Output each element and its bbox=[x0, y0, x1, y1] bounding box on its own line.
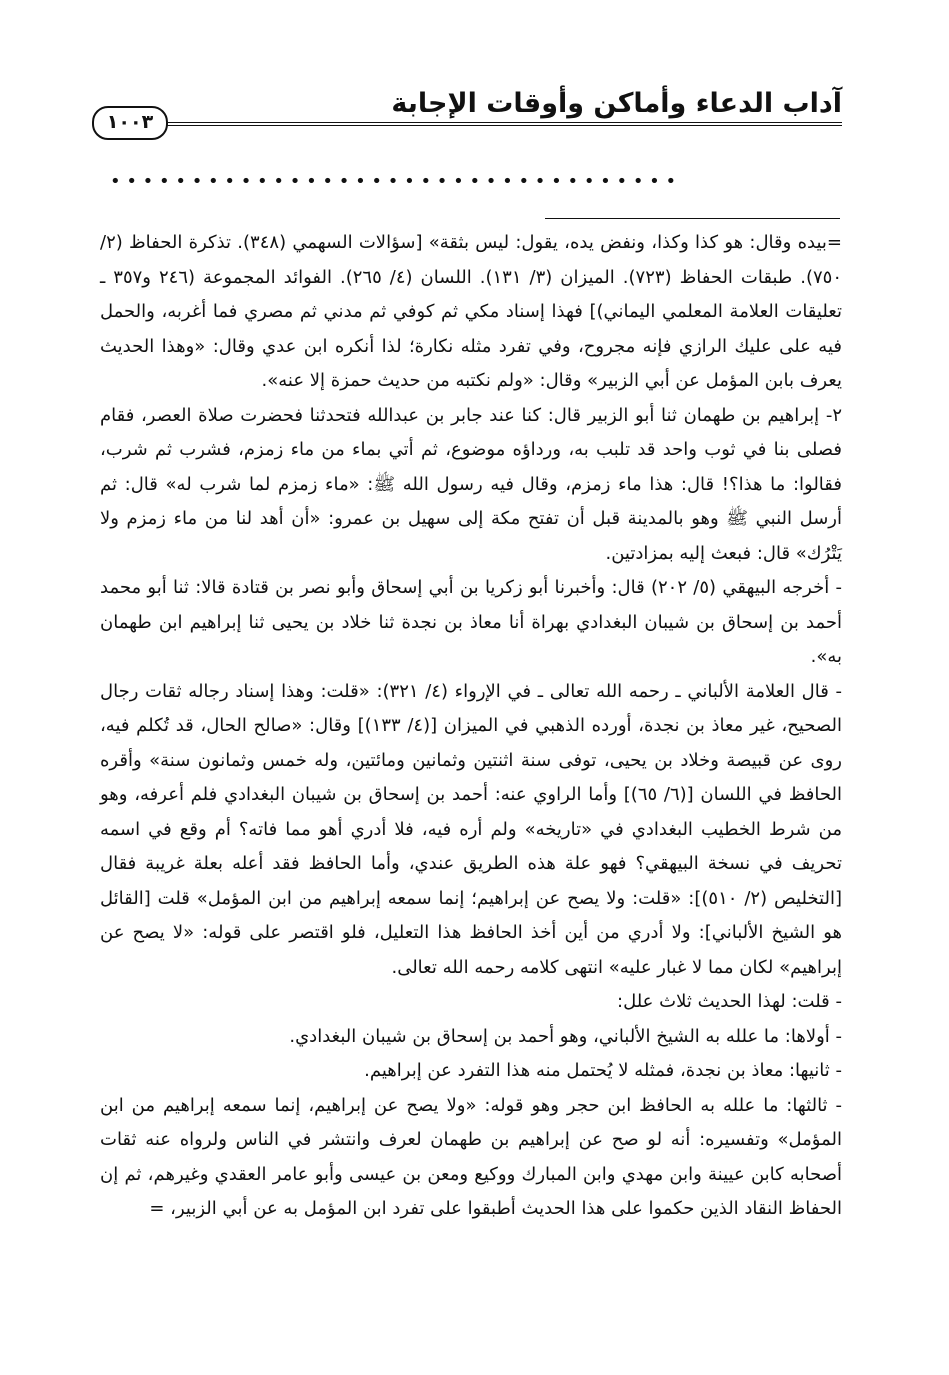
footnote-body bbox=[100, 226, 842, 1227]
running-header bbox=[92, 88, 842, 133]
page-number: ١٠٠٣ bbox=[92, 106, 168, 140]
dot-separator: • • • • • • • • • • • • • • • • • • • • • • • • • • • • • • • • • • • bbox=[110, 172, 677, 192]
paragraph: =بيده وقال: هو كذا وكذا، ونفض يده، يقول: ليس بثقة» [سؤالات السهمي (٣٤٨). تذكرة الحفاظ (٢/ ٧٥٠). طبقات الحفاظ (٧٢٣). الميزان (٣/ ١٣١). اللسان (٤/ ٢٦٥). الفوائد المجموعة (٢٤٦ و٣٥٧ ـ تعليقات العلامة المعلمي اليماني)] فهذا إسناد مكي ثم كوفي ثم مدني ثم مصري فما أغربه، والحمل فيه على عليك الرازي فإنه مجروح، وفي تفرد مثله نكارة؛ لذا أنكره ابن عدي وقال: «وهذا الحديث يعرف بابن المؤمل عن أبي الزبير» وقال: «ولم نكتبه من حديث حمزة إلا عنه». bbox=[100, 232, 842, 391]
footnote-separator bbox=[545, 218, 840, 219]
paragraph: - قلت: لهذا الحديث ثلاث علل: bbox=[617, 991, 842, 1012]
paragraph: ٢- إبراهيم بن طهمان ثنا أبو الزبير قال: كنا عند جابر بن عبدالله فتحدثنا فحضرت صلاة العصر، فقام فصلى بنا في ثوب واحد قد تلبب به، ورداؤه موضوع، ثم أتي بماء من ماء زمزم، فشرب ثم شرب، فقالوا: ما هذا؟! قال: هذا ماء زمزم، وقال فيه رسول الله ﷺ: «ماء زمزم لما شرب له» قال: ثم أرسل النبي ﷺ وهو بالمدينة قبل أن تفتح مكة إلى سهيل بن عمرو: «أن أهد لنا من ماء زمزم ولا يَتْرُك» قال: فبعث إليه بمزادتين. bbox=[100, 404, 842, 564]
paragraph: - قال العلامة الألباني ـ رحمه الله تعالى ـ في الإرواء (٤/ ٣٢١): «قلت: وهذا إسناد رجاله ثقات رجال الصحيح، غير معاذ بن نجدة، أورده الذهبي في الميزان [(٤/ ١٣٣)] وقال: «صالح الحال، قد تُكلم فيه، روى عن قبيصة وخلاد بن يحيى، توفى سنة اثنتين وثمانين ومائتين، وله خمس وثمانون سنة» وأقره الحافظ في اللسان [(٦/ ٦٥)] وأما الراوي عنه: أحمد بن إسحاق بن شيبان البغدادي فلم أعرفه، وهو من شرط الخطيب البغدادي في «تاريخه» ولم أره فيه، فلا أدري أهو مما فاته؟ أم وقع في اسمه تحريف في نسخة البيهقي؟ فهو علة هذه الطريق عندي، وأما الحافظ فقد أعله بعلة غريبة فقال [التخليص (٢/ ٥١٠)]: «قلت: ولا يصح عن إبراهيم؛ إنما سمعه إبراهيم من ابن المؤمل» قلت [القائل هو الشيخ الألباني]: ولا أدري من أين أخذ الحافظ هذا التعليل، فلو اقتصر على قوله: «لا يصح عن إبراهيم» لكان مما لا غبار عليه» انتهى كلامه رحمه الله تعالى. bbox=[100, 680, 842, 978]
paragraph: - ثالثها: ما علله به الحافظ ابن حجر وهو قوله: «ولا يصح عن إبراهيم، إنما سمعه إبراهيم من ابن المؤمل» وتفسيره: أنه لو صح عن إبراهيم بن طهمان لعرف وانتشر في الناس ولرواه عنه ثقات أصحابه كابن عيينة وابن مهدي وابن المبارك ووكيع ومعن بن عيسى وأبو عامر العقدي وغيرهم، ثم إن الحفاظ النقاد الذين حكموا على هذا الحديث أطبقوا على تفرد ابن المؤمل به عن أبي الزبير، = bbox=[100, 1094, 842, 1219]
header-rule bbox=[162, 122, 842, 126]
paragraph: - ثانيها: معاذ بن نجدة، فمثله لا يُحتمل منه هذا التفرد عن إبراهيم. bbox=[364, 1060, 842, 1081]
page-title: آداب الدعاء وأماكن وأوقات الإجابة bbox=[391, 88, 842, 119]
paragraph: - أولاها: ما علله به الشيخ الألباني، وهو أحمد بن إسحاق بن شيبان البغدادي. bbox=[289, 1025, 842, 1047]
paragraph: - أخرجه البيهقي (٥/ ٢٠٢) قال: وأخبرنا أبو زكريا بن أبي إسحاق وأبو نصر بن قتادة قالا: ثنا أبو محمد أحمد بن إسحاق بن شيبان البغدادي بهراة أنا معاذ بن نجدة ثنا خلاد بن يحيى ثنا إبراهيم ابن طهمان به». bbox=[100, 577, 842, 667]
